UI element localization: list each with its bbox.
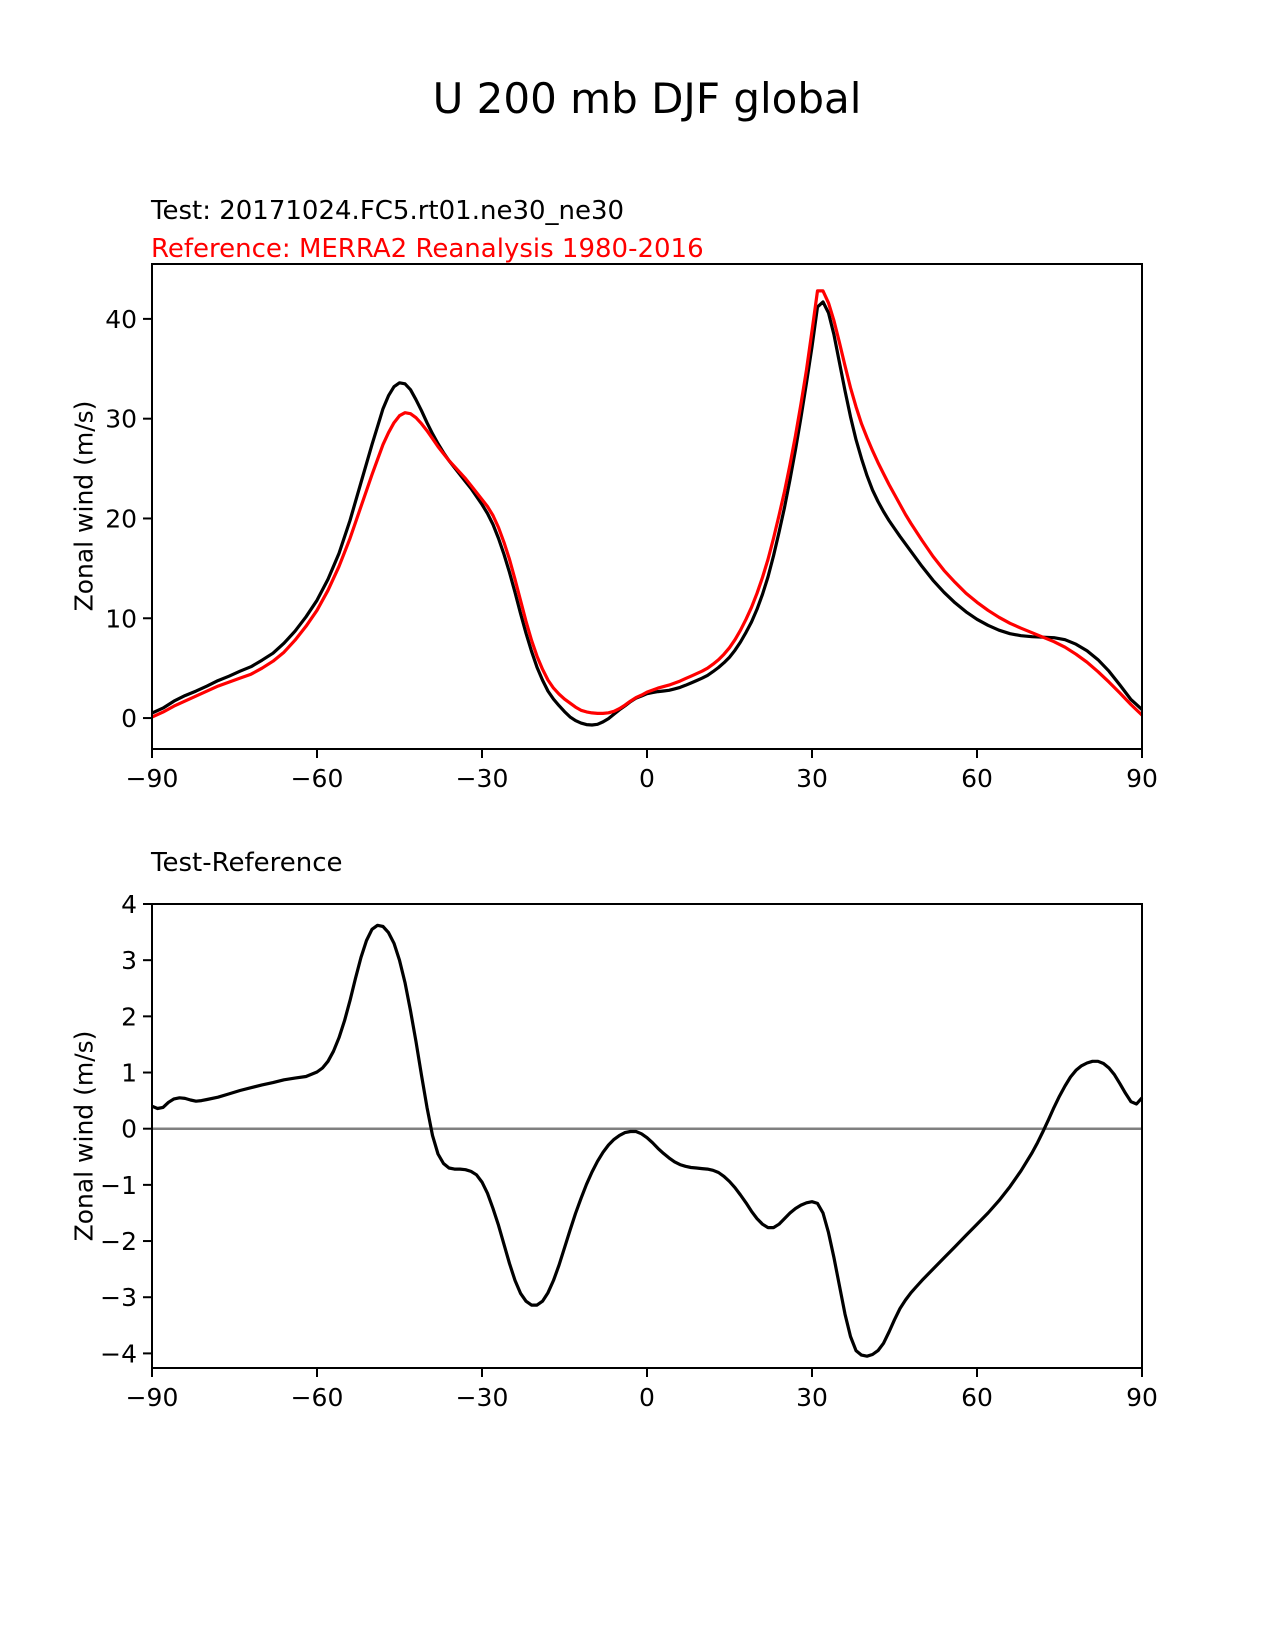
axes-spines [152,264,1142,749]
y-tick-label: 30 [105,404,137,434]
y-tick-label: 4 [121,890,137,919]
y-tick-label: 3 [121,946,137,976]
difference-series-line [152,925,1142,1356]
y-tick-label: 0 [121,704,137,734]
figure-title: U 200 mb DJF global [432,74,862,123]
bottom-chart [0,830,1275,1450]
y-tick-label: −3 [100,1283,137,1313]
y-tick-label: 2 [121,1002,137,1032]
x-tick-label: 60 [961,764,993,793]
test-series-label: Test: 20171024.FC5.rt01.ne30_ne30 [151,196,625,226]
x-tick-label: 30 [796,1383,828,1412]
y-tick-label: 20 [105,504,137,534]
x-tick-label: −90 [125,1383,179,1412]
y-tick-label: −4 [100,1339,137,1369]
y-tick-label: −2 [100,1227,137,1257]
x-tick-label: 0 [639,1383,655,1412]
x-tick-label: 0 [639,764,655,793]
difference-panel-title: Test-Reference [151,848,343,878]
x-tick-label: 90 [1126,1383,1158,1412]
y-tick-label: 40 [105,304,137,334]
bottom-chart-ylabel: Zonal wind (m/s) [69,1030,99,1242]
reference-series-line [152,291,1142,717]
x-tick-label: −60 [290,764,344,793]
x-tick-label: 60 [961,1383,993,1412]
x-tick-label: 30 [796,764,828,793]
top-chart-ylabel: Zonal wind (m/s) [69,400,99,612]
y-tick-label: 10 [105,604,137,634]
y-tick-label: 0 [121,1114,137,1144]
x-tick-label: −90 [125,764,179,793]
x-tick-label: −60 [290,1383,344,1412]
y-tick-label: 1 [121,1058,137,1088]
reference-series-label: Reference: MERRA2 Reanalysis 1980-2016 [151,234,704,264]
x-tick-label: −30 [455,1383,509,1412]
x-tick-label: −30 [455,764,509,793]
x-tick-label: 90 [1126,764,1158,793]
y-tick-label: −1 [100,1170,137,1200]
test-series-line [152,302,1142,725]
